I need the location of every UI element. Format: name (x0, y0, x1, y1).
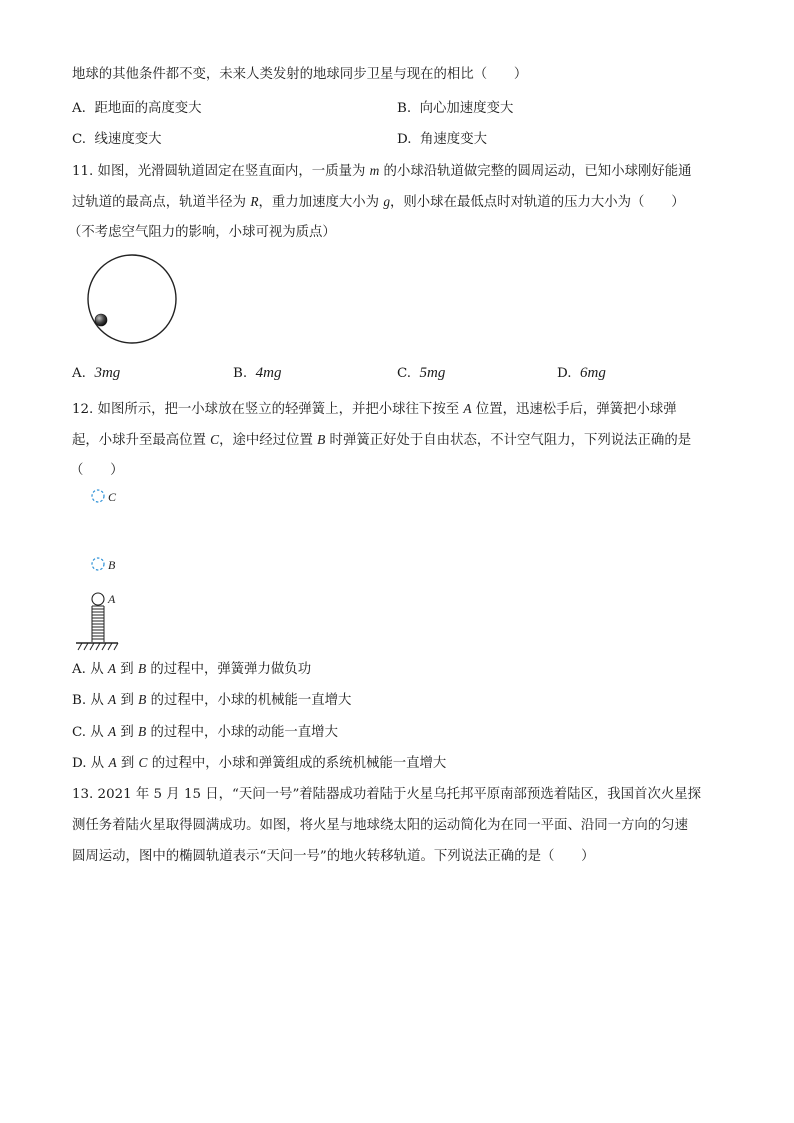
q13-stem-line1: 13. 2021 年 5 月 15 日，“天问一号”着陆器成功着陆于火星乌托邦平原南部预选着陆区，我国首次火星探 (72, 787, 702, 802)
var: B (137, 661, 147, 676)
text: 起，小球升至最高位置 (72, 433, 211, 448)
text: 的过程中，小球和弹簧组成的系统机械能一直增大 (147, 756, 447, 771)
q11-option-b (233, 364, 281, 383)
option-text: 角速度变大 (420, 132, 487, 147)
circular-track-figure (84, 253, 180, 345)
var: A (108, 755, 117, 770)
q12-option-b (72, 691, 351, 710)
var: C (138, 755, 148, 770)
var: B (138, 692, 147, 707)
text: 的过程中，小球的机械能一直增大 (146, 693, 352, 708)
text: 到 (116, 725, 139, 740)
option-value: 4mg (255, 365, 282, 381)
option-letter: C. (72, 132, 87, 147)
option-letter: A. (72, 101, 86, 116)
q11-stem-line2 (72, 193, 685, 212)
var-b: B (317, 432, 326, 447)
text: 从 (90, 725, 108, 740)
q12-stem-line3: （ ） (70, 463, 124, 478)
option-letter: C. (72, 725, 87, 740)
text: 到 (116, 662, 138, 677)
text: 位置，迅速松手后，弹簧把小球弹 (471, 402, 677, 417)
q12-option-a (72, 660, 311, 679)
ball-position-a (92, 593, 104, 605)
spring (92, 606, 104, 642)
option-letter: D. (72, 756, 87, 771)
var-m: m (369, 163, 380, 178)
q11-option-d (557, 364, 606, 383)
option-letter: B. (233, 366, 248, 381)
var: A (107, 661, 117, 676)
text: 从 (90, 756, 109, 771)
var: A (107, 724, 117, 739)
option-value: 3mg (94, 365, 121, 381)
option-text: 线速度变大 (94, 132, 162, 147)
var-g: g (383, 194, 391, 209)
text: ，重力加速度大小为 (258, 195, 384, 210)
text: 时弹簧正好处于自由状态，不计空气阻力，下列说法正确的是 (325, 433, 692, 448)
q11-stem-line1 (72, 162, 692, 181)
q10-stem: 地球的其他条件都不变，未来人类发射的地球同步卫星与现在的相比（ ） (72, 67, 528, 82)
q11-option-c (397, 364, 445, 383)
option-text: 向心加速度变大 (419, 101, 514, 116)
label-c: C (108, 490, 117, 504)
text: 从 (90, 662, 108, 677)
circular-track (88, 255, 176, 343)
q10-option-a (72, 100, 202, 118)
text: 到 (116, 693, 139, 708)
option-letter: C. (397, 366, 412, 381)
q12-stem-line2 (72, 431, 691, 450)
text: 的过程中，小球的动能一直增大 (146, 725, 338, 740)
var-r: R (250, 194, 259, 209)
q10-option-b (397, 100, 513, 118)
option-letter: B. (397, 101, 412, 116)
ball (95, 314, 107, 326)
q12-option-d (72, 754, 446, 773)
label-b: B (108, 558, 116, 572)
q10-option-d (397, 131, 487, 149)
text: 从 (90, 693, 109, 708)
q13-stem-line3: 圆周运动，图中的椭圆轨道表示“天问一号”的地火转移轨道。下列说法正确的是（ ） (72, 849, 595, 864)
var-a: A (463, 401, 472, 416)
ball-position-c (92, 490, 104, 502)
text: 的小球沿轨道做完整的圆周运动，已知小球刚好能通 (379, 164, 692, 179)
text: 到 (116, 756, 139, 771)
option-letter: D. (557, 366, 572, 381)
text: ，则小球在最低点时对轨道的压力大小为（ ） (390, 195, 685, 210)
option-letter: D. (397, 132, 412, 147)
var: A (108, 692, 117, 707)
option-text: 距地面的高度变大 (94, 101, 202, 116)
q11-note: （不考虑空气阻力的影响，小球可视为质点） (68, 225, 336, 240)
option-value: 5mg (419, 365, 446, 381)
q13-stem-line2: 测任务着陆火星取得圆满成功。如图，将火星与地球绕太阳的运动简化为在同一平面、沿同一方向的匀速 (72, 818, 688, 833)
q10-option-c (72, 131, 162, 149)
label-a: A (108, 592, 116, 606)
text: ，途中经过位置 (219, 433, 318, 448)
text: 的过程中，弹簧弹力做负功 (146, 662, 312, 677)
option-letter: A. (72, 662, 86, 677)
option-letter: A. (72, 366, 86, 381)
var: B (138, 724, 147, 739)
text: 过轨道的最高点，轨道半径为 (72, 195, 251, 210)
option-letter: B. (72, 693, 87, 708)
spring-ball-figure (70, 484, 140, 652)
text: 11. 如图，光滑圆轨道固定在竖直面内，一质量为 (72, 164, 370, 179)
text: 12. 如图所示，把一小球放在竖立的轻弹簧上，并把小球往下按至 (72, 402, 464, 417)
q12-stem-line1 (72, 400, 677, 419)
ball-position-b (92, 558, 104, 570)
q11-option-a (72, 364, 120, 383)
q12-option-c (72, 723, 338, 742)
ground (76, 643, 118, 650)
var-c: C (210, 432, 220, 447)
option-value: 6mg (580, 365, 606, 381)
